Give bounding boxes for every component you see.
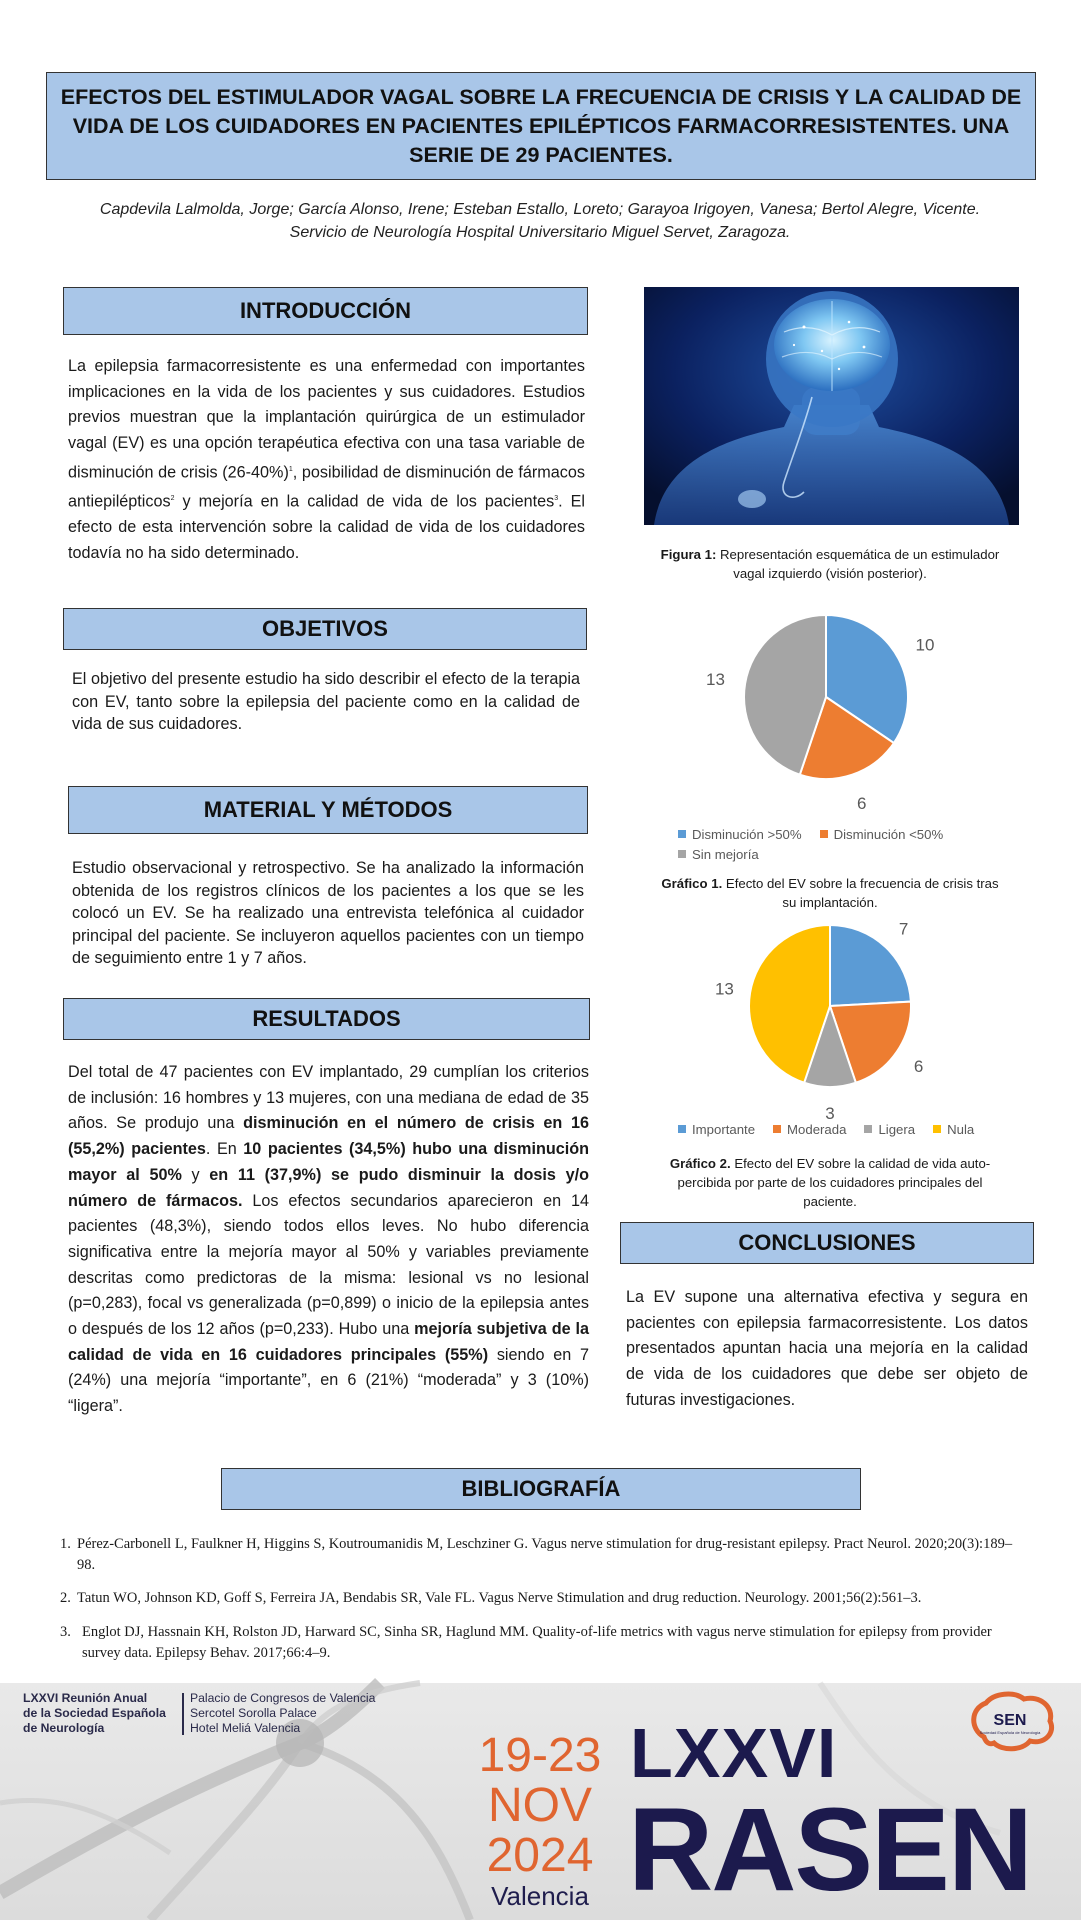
venue-list	[190, 1691, 375, 1736]
resultados-heading	[63, 998, 590, 1040]
res-bold-3: en 11 (37,9%) se pudo disminuir la dosis y/o número de fármacos.	[68, 1165, 589, 1210]
pie-data-label-2: 6	[913, 1057, 924, 1077]
reference-text: Englot DJ, Hassnain KH, Rolston JD, Harward SC, Sinha SR, Haglund MM. Quality-of-life metrics with vagus nerve stimulation for epilepsy from provider survey data. Epilepsy Behav. 2017;66:4–9.	[82, 1624, 992, 1661]
poster-title-text: EFECTOS DEL ESTIMULADOR VAGAL SOBRE LA FRECUENCIA DE CRISIS Y LA CALIDAD DE VIDA DE LOS CUIDADORES EN PACIENTES EPILÉPTICOS FARMACORRESISTENTES. UNA SERIE DE 29 PACIENTES.	[60, 84, 1022, 167]
legend-swatch	[678, 830, 686, 838]
grafico2-caption-text: Efecto del EV sobre la calidad de vida auto-percibida por parte de los cuidadores principales del paciente.	[677, 1156, 991, 1209]
legend-swatch	[864, 1125, 872, 1133]
res-bold-4: mejoría subjetiva de la calidad de vida en 16 cuidadores principales (55%)	[68, 1320, 590, 1364]
event-dates	[470, 1731, 610, 1912]
introduccion-heading-text: INTRODUCCIÓN	[239, 298, 412, 323]
poster-title	[46, 72, 1036, 180]
grafico1-label: Gráfico 1.	[661, 876, 723, 891]
intro-part-3: y mejoría en la calidad de vida de los pacientes	[174, 492, 555, 511]
banner-divider	[182, 1693, 184, 1735]
event-city: Valencia	[491, 1881, 589, 1911]
figura1-caption-text: Representación esquemática de un estimulador vagal izquierdo (visión posterior).	[716, 547, 1000, 581]
pie-data-label-1: 10	[915, 635, 935, 655]
figura1-label: Figura 1:	[660, 547, 717, 562]
legend-label: Sin mejoría	[692, 846, 759, 862]
intro-ref-3: 3	[554, 494, 559, 502]
legend-item	[864, 1119, 915, 1139]
grafico2-pie	[700, 915, 1000, 1123]
res-part-2: . En	[205, 1140, 244, 1159]
resultados-text	[68, 1060, 589, 1420]
figura1-caption	[654, 545, 1006, 583]
intro-ref-2: 2	[170, 494, 175, 502]
objetivos-text: El objetivo del presente estudio ha sido describir el efecto de la terapia con EV, tanto sobre la epilepsia del paciente como en la calidad de vida de sus cuidadores.	[72, 670, 580, 733]
grafico1-pie	[650, 600, 1050, 815]
sen-logo-icon	[964, 1689, 1060, 1759]
legend-label: Disminución <50%	[833, 826, 944, 842]
grafico1-chart	[650, 600, 1050, 815]
conclusiones-heading	[620, 1222, 1034, 1264]
metodos-heading-text: MATERIAL Y MÉTODOS	[203, 797, 453, 822]
res-part-4: Los efectos secundarios aparecieron en 14 pacientes (48,3%), siendo todos ellos leves. No hubo diferencia significativa entre la mejoría mayor al 50% y variables previamente descritas como predictoras de la misma: lesional vs no lesional (p=0,283), focal vs generalizada (p=0,899) o inicio de la epilepsia antes o después de los 12 años (p=0,233). Hubo una	[68, 1191, 589, 1339]
pie-data-label-3: 13	[706, 669, 725, 689]
legend-swatch	[933, 1125, 941, 1133]
bibliografia-heading	[221, 1468, 861, 1510]
intro-part-4: . El efecto de esta intervención sobre la calidad de vida de los cuidadores todavía no ha sido determinado.	[68, 492, 586, 562]
conclusiones-heading-text: CONCLUSIONES	[738, 1230, 916, 1255]
generator-device	[738, 490, 766, 508]
venue-line-1: Palacio de Congresos de Valencia	[190, 1691, 376, 1705]
metodos-text: Estudio observacional y retrospectivo. Se ha analizado la información obtenida de los registros clínicos de los pacientes a los que se les colocó un EV. Se ha realizado una entrevista telefónica al cuidador principal del paciente. Se incluyeron aquellos pacientes con un tiempo de seguimiento entre 1 y 7 años.	[72, 859, 584, 967]
legend-item	[678, 1119, 755, 1139]
sen-logo-subtext: Sociedad Española de Neurología	[979, 1730, 1041, 1735]
introduccion-heading	[63, 287, 588, 335]
meeting-line-1: LXXVI Reunión Anual	[23, 1691, 148, 1705]
pie-data-label-1: 7	[898, 919, 909, 939]
res-bold-1: disminución en el número de crisis en 16 (55,2%) pacientes	[68, 1114, 589, 1159]
reference-text: Tatun WO, Johnson KD, Goff S, Ferreira JA, Bendabis SR, Vale FL. Vagus Nerve Stimulation and drug reduction. Neurology. 2001;56(2):561–3.	[77, 1590, 922, 1606]
date-year: 2024	[486, 1829, 594, 1882]
bibliografia-heading-text: BIBLIOGRAFÍA	[461, 1476, 621, 1501]
pie-data-label-4: 13	[714, 979, 734, 999]
event-name: RASEN	[628, 1784, 1032, 1916]
congress-banner	[0, 1683, 1081, 1920]
objetivos-heading-text: OBJETIVOS	[262, 616, 388, 641]
sen-logo	[964, 1689, 1060, 1759]
venue-line-3: Hotel Meliá Valencia	[190, 1721, 301, 1735]
conclusiones-text: La EV supone una alternativa efectiva y segura en pacientes con epilepsia farmacorresistente. Los datos presentados apuntan hacia una mejoría en la calidad de vida de los cuidadores que debe ser objeto de futuras investigaciones.	[626, 1288, 1028, 1409]
grafico2-caption	[654, 1154, 1006, 1211]
venue-line-2: Sercotel Sorolla Palace	[190, 1706, 317, 1720]
legend-item	[933, 1119, 974, 1139]
legend-item	[773, 1119, 846, 1139]
res-part-1: Del total de 47 pacientes con EV implantado, 29 cumplían los criterios de inclusión: 16 hombres y 13 mujeres, con una mediana de edad de 35 años. Se produjo una	[68, 1063, 589, 1133]
intro-part-2: , posibilidad de disminución de fármacos antiepilépticos	[68, 463, 585, 511]
affiliation: Servicio de Neurología Hospital Universitario Miguel Servet, Zaragoza.	[289, 224, 791, 241]
reference-text: Pérez-Carbonell L, Faulkner H, Higgins S, Koutroumanidis M, Leschziner G. Vagus nerve stimulation for drug-resistant epilepsy. Pract Neurol. 2020;20(3):189–98.	[77, 1536, 1013, 1573]
legend-item	[678, 824, 802, 844]
meeting-line-2: de la Sociedad Española	[23, 1706, 166, 1720]
legend-label: Importante	[692, 1121, 756, 1137]
grafico2-legend	[678, 1119, 1018, 1139]
date-month: NOV	[487, 1779, 592, 1832]
reference-number: 3.	[60, 1624, 71, 1640]
reference-item	[60, 1534, 1030, 1576]
grafico1-caption-text: Efecto del EV sobre la frecuencia de crisis tras su implantación.	[722, 876, 999, 910]
pie-data-label-3: 3	[825, 1104, 835, 1123]
date-days: 19-23	[478, 1729, 602, 1782]
authors-block	[40, 198, 1040, 244]
edition-number: LXXVI	[630, 1714, 838, 1792]
grafico1-caption	[654, 874, 1006, 912]
grafico2-chart	[700, 915, 1000, 1123]
authors: Capdevila Lalmolda, Jorge; García Alonso, Irene; Esteban Estallo, Loreto; Garayoa Irigoyen, Vanesa; Bertol Alegre, Vicente.	[99, 201, 981, 218]
meeting-line-3: de Neurología	[23, 1721, 105, 1735]
legend-swatch	[678, 1125, 686, 1133]
legend-swatch	[678, 850, 686, 858]
res-part-3: y	[181, 1165, 210, 1184]
introduccion-text	[68, 354, 585, 566]
grafico1-legend	[678, 824, 1018, 864]
reference-number: 2.	[60, 1590, 71, 1606]
vagal-stimulator-illustration	[644, 287, 1019, 525]
legend-swatch	[820, 830, 828, 838]
legend-item	[820, 824, 944, 844]
res-bold-2: 10 pacientes (34,5%) hubo una disminución mayor al 50%	[68, 1140, 589, 1184]
pie-data-label-2: 6	[857, 794, 867, 814]
brain-body-graphic	[644, 287, 1019, 525]
intro-ref-1: 1	[288, 465, 293, 473]
legend-label: Disminución >50%	[692, 826, 802, 842]
res-part-5: siendo en 7 (24%) una mejoría “importante”, en 6 (21%) “moderada” y 3 (10%) “ligera”.	[68, 1345, 589, 1416]
legend-item	[678, 844, 759, 864]
legend-swatch	[773, 1125, 781, 1133]
metodos-heading	[68, 786, 588, 834]
sen-logo-text: SEN	[993, 1712, 1027, 1729]
legend-label: Nula	[947, 1121, 975, 1137]
reference-item	[60, 1622, 1030, 1664]
meeting-name	[23, 1691, 166, 1736]
legend-label: Ligera	[878, 1121, 916, 1137]
reference-item	[60, 1588, 1030, 1609]
objetivos-heading	[63, 608, 587, 650]
grafico2-label: Gráfico 2.	[669, 1156, 731, 1171]
reference-number: 1.	[60, 1536, 71, 1552]
intro-part-1: La epilepsia farmacorresistente es una enfermedad con importantes implicaciones en la vida de los pacientes y sus cuidadores. Estudios previos muestran que la implantación quirúrgica de un estimulador vagal (EV) es una opción terapéutica efectiva con una tasa variable de disminución de crisis (26-40%)	[68, 357, 585, 482]
legend-label: Moderada	[787, 1121, 847, 1137]
resultados-heading-text: RESULTADOS	[252, 1006, 401, 1031]
